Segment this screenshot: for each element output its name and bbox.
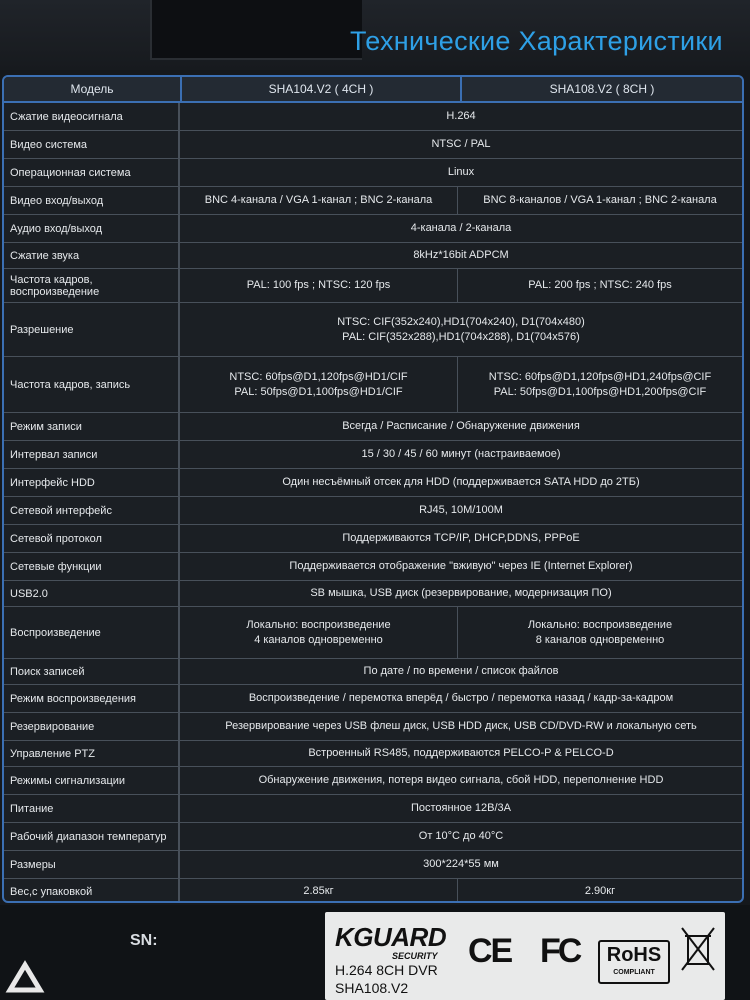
- table-row: [4, 713, 742, 741]
- table-row: [4, 607, 742, 659]
- row-value: 8kHz*16bit ADPCM: [413, 249, 509, 261]
- header-model-4ch: SHA104.V2 ( 4CH ): [182, 77, 462, 101]
- row-value-4ch: BNC 4-канала / VGA 1-канал ; BNC 2-канала: [180, 187, 458, 214]
- row-value-8ch: BNC 8-каналов / VGA 1-канал ; BNC 2-канала: [483, 194, 717, 206]
- row-value-4ch: 2.85кг: [180, 879, 458, 903]
- row-label: Воспроизведение: [4, 607, 180, 658]
- row-label: Резервирование: [4, 713, 180, 740]
- row-value: Резервирование через USB флеш диск, USB HDD диск, USB CD/DVD-RW и локальную сеть: [225, 720, 697, 732]
- row-value: От 10°C до 40°C: [418, 830, 504, 842]
- row-label: Размеры: [4, 851, 180, 878]
- rohs-badge: [598, 940, 670, 984]
- row-value-8ch: NTSC: 60fps@D1,120fps@HD1,240fps@CIF PAL: 50fps@D1,100fps@HD1,200fps@CIF: [488, 370, 712, 398]
- row-label: Питание: [4, 795, 180, 822]
- table-row: [4, 269, 742, 303]
- table-row: [4, 187, 742, 215]
- row-label: Управление PTZ: [4, 741, 180, 766]
- weee-bin-icon: [678, 924, 718, 974]
- table-row: [4, 159, 742, 187]
- row-value: 15 / 30 / 45 / 60 минут (настраиваемое): [361, 448, 561, 460]
- row-value: NTSC / PAL: [431, 138, 491, 150]
- ce-mark-icon: CE: [468, 932, 512, 970]
- row-label: Сетевые функции: [4, 553, 180, 580]
- row-label: Сетевой протокол: [4, 525, 180, 552]
- box-flap: [150, 0, 362, 60]
- row-value: Linux: [447, 166, 475, 178]
- row-label: Режимы сигнализации: [4, 767, 180, 794]
- table-row: [4, 795, 742, 823]
- row-label: Рабочий диапазон температур: [4, 823, 180, 850]
- table-row: [4, 469, 742, 497]
- row-value: Один несъёмный отсек для HDD (поддерживается SATA HDD до 2ТБ): [282, 476, 640, 488]
- brand-subtitle: SECURITY: [392, 951, 438, 961]
- table-header: [4, 77, 742, 103]
- row-label: Поиск записей: [4, 659, 180, 684]
- fcc-mark-icon: FC: [540, 932, 580, 970]
- row-value: По дате / по времени / список файлов: [363, 665, 559, 677]
- row-label: Видео система: [4, 131, 180, 158]
- row-value: Обнаружение движения, потеря видео сигнала, сбой HDD, переполнение HDD: [258, 774, 664, 786]
- row-value-4ch: Локально: воспроизведение 4 каналов одновременно: [180, 607, 458, 658]
- row-value: RJ45, 10M/100M: [419, 504, 503, 516]
- row-label: Частота кадров, запись: [4, 357, 180, 412]
- row-value: Всегда / Расписание / Обнаружение движения: [342, 420, 580, 432]
- row-value: 300*224*55 мм: [423, 858, 499, 870]
- table-row: [4, 215, 742, 243]
- row-value: Встроенный RS485, поддерживаются PELCO-P & PELCO-D: [308, 747, 614, 759]
- row-value: H.264: [446, 110, 476, 122]
- table-row: [4, 823, 742, 851]
- table-row: [4, 303, 742, 357]
- page-title: Технические Характеристики: [350, 26, 723, 56]
- table-row: [4, 243, 742, 269]
- table-body: [4, 103, 742, 903]
- table-row: [4, 413, 742, 441]
- product-model: SHA108.V2: [335, 980, 409, 996]
- table-row: [4, 767, 742, 795]
- row-label: Интервал записи: [4, 441, 180, 468]
- table-row: [4, 659, 742, 685]
- table-row: [4, 525, 742, 553]
- row-value: SB мышка, USB диск (резервирование, модернизация ПО): [310, 587, 612, 599]
- serial-number-label: SN:: [130, 932, 158, 949]
- row-value: Постоянное 12В/3А: [410, 802, 512, 814]
- row-value: NTSC: CIF(352x240),HD1(704x240), D1(704x480) PAL: CIF(352x288),HD1(704x288), D1(704x576): [337, 315, 585, 343]
- table-row: [4, 879, 742, 903]
- row-value-8ch: PAL: 200 fps ; NTSC: 240 fps: [528, 279, 672, 291]
- row-label: Частота кадров, воспроизведение: [4, 269, 180, 302]
- table-row: [4, 581, 742, 607]
- rohs-subtitle: COMPLIANT: [613, 969, 655, 976]
- row-label: Сжатие звука: [4, 243, 180, 268]
- table-row: [4, 685, 742, 713]
- row-label: Разрешение: [4, 303, 180, 356]
- spec-table: [2, 75, 744, 903]
- brand-logo: KGUARD: [335, 922, 447, 952]
- row-value: Поддерживаются TCP/IP, DHCP,DDNS, PPPoE: [342, 532, 580, 544]
- row-label: USB2.0: [4, 581, 180, 606]
- header-model-label: Модель: [4, 77, 182, 101]
- table-row: [4, 441, 742, 469]
- table-row: [4, 741, 742, 767]
- rohs-title: RoHS: [606, 944, 662, 966]
- row-label: Аудио вход/выход: [4, 215, 180, 242]
- table-row: [4, 103, 742, 131]
- row-label: Интерфейс HDD: [4, 469, 180, 496]
- row-value-8ch: 2.90кг: [584, 885, 616, 897]
- row-label: Сетевой интерфейс: [4, 497, 180, 524]
- row-label: Операционная система: [4, 159, 180, 186]
- row-label: Вес,с упаковкой: [4, 879, 180, 903]
- row-value: 4-канала / 2-канала: [410, 222, 512, 234]
- table-row: [4, 357, 742, 413]
- row-label: Видео вход/выход: [4, 187, 180, 214]
- row-value-4ch: PAL: 100 fps ; NTSC: 120 fps: [180, 269, 458, 302]
- row-value: Поддерживается отображение "вживую" через IE (Internet Explorer): [289, 560, 633, 572]
- table-row: [4, 497, 742, 525]
- row-label: Режим записи: [4, 413, 180, 440]
- table-row: [4, 131, 742, 159]
- product-description: H.264 8CH DVR: [335, 962, 438, 978]
- header-model-8ch: SHA108.V2 ( 8CH ): [462, 77, 742, 101]
- row-value-4ch: NTSC: 60fps@D1,120fps@HD1/CIF PAL: 50fps@D1,100fps@HD1/CIF: [180, 357, 458, 412]
- recycle-icon: [0, 950, 50, 1000]
- table-row: [4, 553, 742, 581]
- row-value: Воспроизведение / перемотка вперёд / быстро / перемотка назад / кадр-за-кадром: [248, 692, 674, 704]
- row-label: Сжатие видеосигнала: [4, 103, 180, 130]
- row-label: Режим воспроизведения: [4, 685, 180, 712]
- row-value-8ch: Локально: воспроизведение 8 каналов одновременно: [527, 618, 673, 646]
- table-row: [4, 851, 742, 879]
